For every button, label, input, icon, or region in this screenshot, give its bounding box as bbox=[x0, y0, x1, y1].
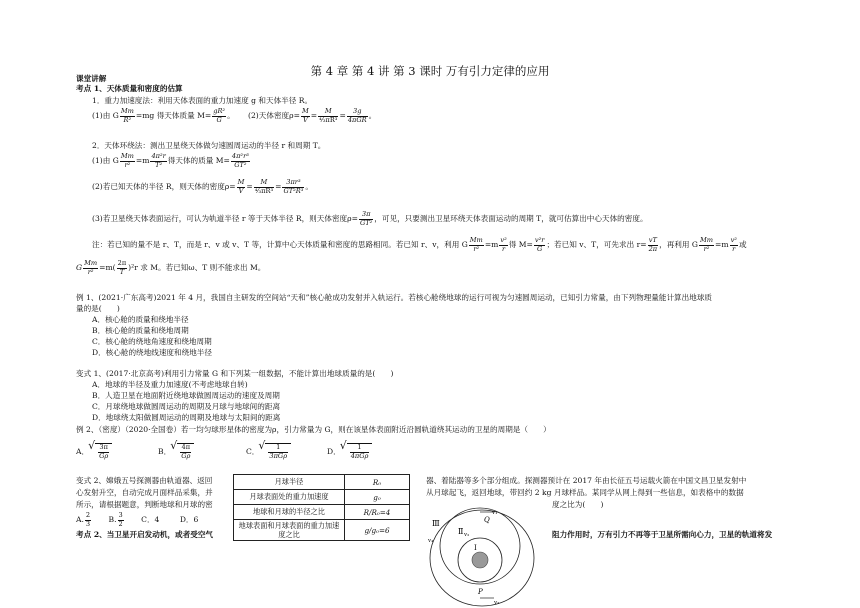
variant-2-right-line: 器、着陆器等多个部分组成。探测器预计在 2017 年由长征五号运载火箭在中国文昌卫星发射中 bbox=[426, 476, 747, 485]
orbit-label: Ⅲ bbox=[432, 519, 440, 528]
orbit-label: Ⅰ bbox=[474, 544, 477, 552]
variant-1-option: A．地球的半径及重力加速度(不考虑地球自转) bbox=[92, 380, 248, 389]
velocity-label: v₃ bbox=[494, 600, 500, 606]
method-2: 2．天体环绕法：测出卫星绕天体做匀速圆周运动的半径 r 和周期 T。 bbox=[92, 141, 326, 150]
example-1-option: A．核心舱的质量和绕地半径 bbox=[92, 315, 189, 324]
example-2-option-d: D． √ $\frac{1}{\text{4πGρ}}$ bbox=[327, 443, 372, 460]
note-line-2: G $\frac{Mm}{\text{r²}}$ =m( $\frac{2\pi}{T}$ )²r 求 M。若已知ω、T 则不能求出 M。 bbox=[76, 259, 266, 276]
example-1-stem: 例 1、(2021·广东高考)2021 年 4 月，我国自主研发的空间站“天和”核心舱成功发射并入轨运行。若核心舱绕地球的运行可视为匀速圆周运动，已知引力常量，由下列物理量能计算出地球质 bbox=[76, 293, 713, 302]
kp1-heading: 考点 1、天体质量和密度的估算 bbox=[76, 84, 183, 93]
variant-2-right-line: 从月球起飞，返回地球，带回约 2 kg 月球样品。某同学从网上得到一些信息，如表格中的数据 bbox=[426, 488, 744, 497]
table-row: 月球半径 R₀ bbox=[234, 475, 410, 490]
example-1-stem-2: 量的是( ) bbox=[76, 304, 120, 313]
table-row: 月球表面处的重力加速度 g₀ bbox=[234, 490, 410, 505]
example-2-option-a: A． √ $\frac{3\pi}{G\rho}$ bbox=[76, 443, 112, 460]
kp2-heading-right: 阻力作用时，万有引力不再等于卫星所需向心力，卫星的轨道将发 bbox=[552, 530, 773, 539]
note-line-1: 注：若已知的量不是 r、T，而是 r、v 或 v、T 等，计算中心天体质量和密度的思路相同。若已知 r、v，利用 G $\frac{Mm}{\text{r²}}$ =m $\frac{\text{v²}}{r}$ 得 M= $\frac{\text{v²r}}{G}$ ；若已知 v、T，可先求出 r= $\frac{vT}{2\pi}$ ，再利用 G $\frac{Mm}{\text{r²}}$ =m $\frac{\text{v²}}{r}$ 或 bbox=[92, 236, 747, 253]
orbit-diagram bbox=[424, 506, 548, 608]
variant-2-left-line: 心发射升空，自动完成月面样品采集，并 bbox=[76, 488, 213, 497]
example-2-option-b: B． √ $\frac{4\pi}{G\rho}$ bbox=[158, 443, 194, 460]
variant-2-left-line: 所示，请根据题意，判断地球和月球的密 bbox=[76, 500, 213, 509]
method-1a: (1)由 G $\frac{Mm}{\text{R²}}$ =mg 得天体质量 M= $\frac{\text{gR²}}{G}$ 。 bbox=[92, 107, 235, 124]
kp2-heading-left: 考点 2、当卫星开启发动机，或者受空气 bbox=[76, 530, 214, 539]
velocity-label: v₂ bbox=[464, 532, 470, 538]
variant-1-stem: 变式 1、(2017·北京高考)利用引力常量 G 和下列某一组数据，不能计算出地球质量的是( ) bbox=[76, 369, 394, 378]
method-3: (3)若卫星绕天体表面运行，可认为轨道半径 r 等于天体半径 R，则天体密度ρ= $\frac{3\pi}{\text{GT²}}$ ，可见，只要测出卫星环绕天体表面运动的周期 T，就可估算出中心天体的密度。 bbox=[92, 210, 648, 227]
lunar-data-table bbox=[233, 474, 410, 541]
table-row: 地球表面和月球表面的重力加速度之比 g/g₀=6 bbox=[234, 520, 410, 541]
variant-1-option: B．人造卫星在地面附近绕地球做圆周运动的速度及周期 bbox=[92, 391, 280, 400]
example-2-stem: 例 2、（密度）（2020·全国卷）若一均匀球形星体的密度为ρ，引力常量为 G，则在该星体表面附近沿圆轨道绕其运动的卫星的周期是（ ） bbox=[76, 425, 551, 434]
example-1-option: D．核心舱的绕地线速度和绕地半径 bbox=[92, 348, 212, 357]
method-1b: (2)天体密度ρ= $\frac{M}{V}$ = $\frac{M}{\text{⁴⁄₃πR³}}$ = $\frac{3g}{\text{4πGR}}$ 。 bbox=[248, 107, 377, 124]
variant-1-option: C．月球绕地球做圆周运动的周期及月球与地球间的距离 bbox=[92, 402, 281, 411]
table-row: 地球和月球的半径之比 R/R₀=4 bbox=[234, 505, 410, 520]
variant-2-left-line: 变式 2、嫦娥五号探测器由轨道器、返回 bbox=[76, 476, 213, 485]
method-2a: (1)由 G $\frac{Mm}{\text{r²}}$ =m $\frac{\text{4π²r}}{\text{T²}}$ 得天体的质量 M= $\frac{\text{4π²r³}}{\text{GT²}}$ bbox=[92, 152, 249, 169]
orbit-label: Ⅱ bbox=[458, 527, 464, 536]
point-label: P bbox=[478, 588, 483, 596]
variant-1-option: D．地球绕太阳做圆周运动的周期及地球与太阳间的距离 bbox=[92, 413, 281, 422]
example-2-option-c: C． √ $\frac{1}{\text{3πGρ}}$ bbox=[246, 443, 291, 460]
example-1-option: C．核心舱的绕地角速度和绕地周期 bbox=[92, 337, 212, 346]
velocity-label: v₄ bbox=[428, 538, 434, 544]
method-1: 1．重力加速度法：利用天体表面的重力加速度 g 和天体半径 R。 bbox=[92, 96, 313, 105]
method-2b: (2)若已知天体的半径 R，则天体的密度ρ= $\frac{M}{V}$ = $\frac{M}{\text{⁴⁄₃πR³}}$ = $\frac{\text{3πr³}}{\text{GT²R³}}$ 。 bbox=[92, 178, 313, 195]
variant-2-right-line: 度之比为( ) bbox=[552, 500, 604, 509]
variant-2-options: A. $\frac{2}{3}$ B. $\frac{3}{2}$ C．4 D．6 bbox=[76, 511, 199, 528]
section-label: 课堂讲解 bbox=[76, 74, 107, 83]
example-1-option: B．核心舱的质量和绕地周期 bbox=[92, 326, 189, 335]
point-label: Q bbox=[484, 516, 490, 524]
velocity-label: v₁ bbox=[492, 510, 498, 516]
page-title: 第 4 章 第 4 讲 第 3 课时 万有引力定律的应用 bbox=[310, 64, 550, 78]
